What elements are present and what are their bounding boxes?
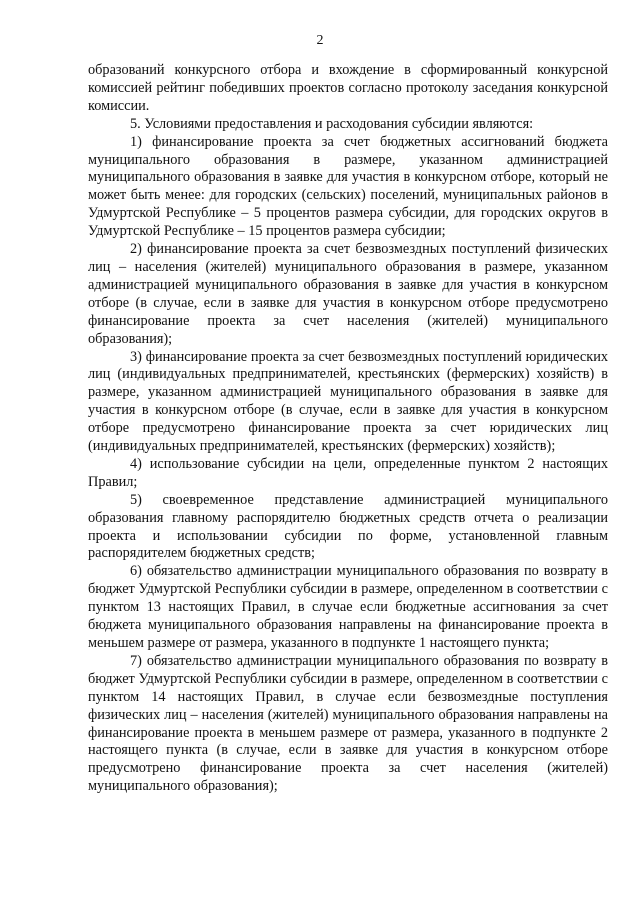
list-item-1: 1) финансирование проекта за счет бюджетных ассигнований бюджета муниципального образования в размере, указанном администрацией муниципального образования в заявке для участия в конкурсном отборе, который не может быть менее: для городских (сельских) поселений, муниципальных районов в Удмуртской Республике – 5 процентов размера субсидии, для городских округов в Удмуртской Республике – 15 процентов размера субсидии; bbox=[88, 133, 608, 240]
list-item-6: 6) обязательство администрации муниципального образования по возврату в бюджет Удмуртской Республики субсидии в размере, определенном в соответствии с пунктом 13 настоящих Правил, в случае если бюджетные ассигнования за счет бюджета муниципального образования направлены на финансирование проекта в меньшем размере от размера, указанного в подпункте 1 настоящего пункта; bbox=[88, 563, 608, 651]
page-number: 2 bbox=[316, 33, 324, 48]
list-item-5: 5) своевременное представление администрацией муниципального образования главному распорядителю бюджетных средств отчета о реализации проекта и использовании субсидии по форме, установленной главным распорядителем бюджетных средств; bbox=[88, 491, 608, 562]
paragraph-section-5-heading: 5. Условиями предоставления и расходования субсидии являются: bbox=[130, 115, 534, 132]
list-item-3: 3) финансирование проекта за счет безвозмездных поступлений юридических лиц (индивидуальных предпринимателей, крестьянских (фермерских) хозяйств) в размере, указанном администрацией муниципального образования в заявке для участия в конкурсном отборе (в случае, если в заявке для участия в конкурсном отборе предусмотрено финансирование проекта за счет юридических лиц (индивидуальных предпринимателей, крестьянских (фермерских) хозяйств); bbox=[88, 348, 608, 455]
document-body bbox=[88, 62, 608, 796]
list-item-2: 2) финансирование проекта за счет безвозмездных поступлений физических лиц – населения (жителей) муниципального образования в размере, указанном администрацией муниципального образования в заявке для участия в конкурсном отборе (в случае, если в заявке для участия в конкурсном отборе предусмотрено финансирование проекта за счет населения (жителей) муниципального образования); bbox=[88, 241, 608, 347]
list-item-7: 7) обязательство администрации муниципального образования по возврату в бюджет Удмуртской Республики субсидии в размере, определенном в соответствии с пунктом 14 настоящих Правил, в случае если безвозмездные поступления физических лиц – населения (жителей) муниципального образования направлены на финансирование проекта в меньшем размере от размера, указанного в подпункте 2 настоящего пункта (в случае, если в заявке для участия в конкурсном отборе предусмотрено финансирование проекта за счет населения (жителей) муниципального образования); bbox=[88, 652, 608, 795]
list-item-4: 4) использование субсидии на цели, определенные пунктом 2 настоящих Правил; bbox=[88, 455, 608, 490]
paragraph-continuation: образований конкурсного отбора и вхождение в сформированный конкурсной комиссией рейтинг победивших проектов согласно протоколу заседания конкурсной комиссии. bbox=[88, 62, 608, 114]
